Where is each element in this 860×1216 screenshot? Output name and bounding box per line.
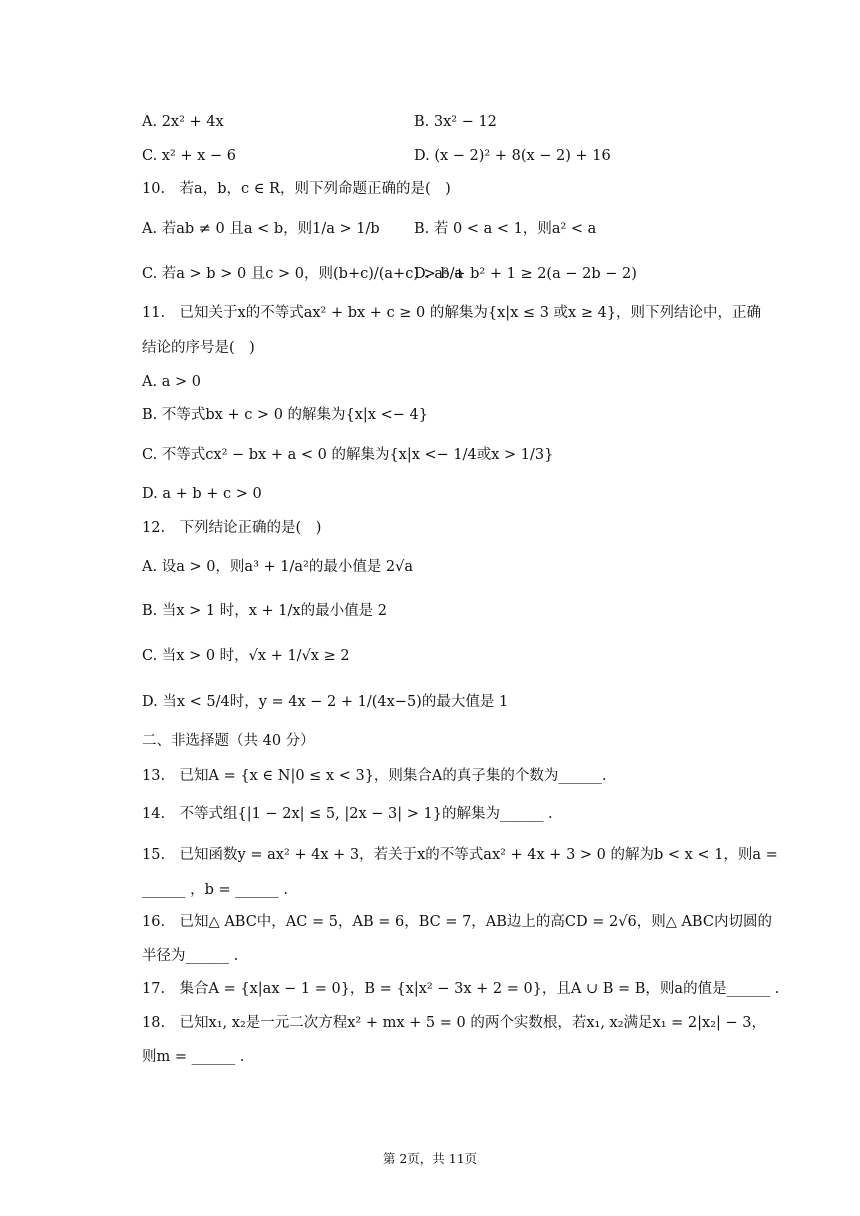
q13-text: 13. 已知A = {x ∈ N|0 ≤ x < 3}，则集合A的真子集的个数为______. xyxy=(142,768,607,784)
q9-option-c: C. x² + x − 6 xyxy=(142,148,236,164)
q9-option-a: A. 2x² + 4x xyxy=(142,114,224,130)
q18-line2: 则m = ______ . xyxy=(142,1049,245,1065)
q15-line2: ______ ，b = ______ . xyxy=(142,882,288,898)
q12-option-b: B. 当x > 1 时，x + 1/x的最小值是 2 xyxy=(142,603,387,619)
q16-line1: 16. 已知△ ABC中，AC = 5，AB = 6，BC = 7，AB边上的高CD = 2√6，则△ ABC内切圆的 xyxy=(142,914,772,930)
q12-stem: 12. 下列结论正确的是( ) xyxy=(142,520,322,536)
q17-text: 17. 集合A = {x|ax − 1 = 0}，B = {x|x² − 3x + 2 = 0}，且A ∪ B = B，则a的值是______ . xyxy=(142,981,780,997)
q10-option-a: A. 若ab ≠ 0 且a < b，则1/a > 1/b xyxy=(142,221,380,237)
q11-option-a: A. a > 0 xyxy=(142,374,201,390)
q12-option-a: A. 设a > 0，则a³ + 1/a²的最小值是 2√a xyxy=(142,559,414,575)
q9-option-d: D. (x − 2)² + 8(x − 2) + 16 xyxy=(414,148,611,164)
q10-option-d: D. a² + b² + 1 ≥ 2(a − 2b − 2) xyxy=(414,266,637,282)
q11-option-c: C. 不等式cx² − bx + a < 0 的解集为{x|x <− 1/4或x > 1/3} xyxy=(142,447,554,463)
q12-option-c: C. 当x > 0 时，√x + 1/√x ≥ 2 xyxy=(142,648,350,664)
q18-line1: 18. 已知x₁, x₂是一元二次方程x² + mx + 5 = 0 的两个实数根，若x₁, x₂满足x₁ = 2|x₂| − 3， xyxy=(142,1015,766,1031)
q10-option-c: C. 若a > b > 0 且c > 0，则(b+c)/(a+c) > b/a xyxy=(142,266,464,282)
q11-stem-line1: 11. 已知关于x的不等式ax² + bx + c ≥ 0 的解集为{x|x ≤ 3 或x ≥ 4}，则下列结论中，正确 xyxy=(142,305,762,321)
page-footer: 第 2页，共 11页 xyxy=(382,1151,478,1166)
q11-option-b: B. 不等式bx + c > 0 的解集为{x|x <− 4} xyxy=(142,407,428,423)
q15-line1: 15. 已知函数y = ax² + 4x + 3，若关于x的不等式ax² + 4x + 3 > 0 的解为b < x < 1，则a = xyxy=(142,847,778,863)
q12-option-d: D. 当x < 5/4时，y = 4x − 2 + 1/(4x−5)的最大值是 1 xyxy=(142,694,509,710)
section-title: 二、非选择题（共 40 分） xyxy=(142,733,315,749)
q10-stem: 10. 若a，b，c ∈ R，则下列命题正确的是( ) xyxy=(142,181,451,197)
q16-line2: 半径为______ . xyxy=(142,948,239,964)
q10-option-b: B. 若 0 < a < 1，则a² < a xyxy=(414,221,597,237)
q9-option-b: B. 3x² − 12 xyxy=(414,114,497,130)
q11-stem-line2: 结论的序号是( ) xyxy=(142,340,255,356)
q11-option-d: D. a + b + c > 0 xyxy=(142,486,262,502)
q14-text: 14. 不等式组{|1 − 2x| ≤ 5, |2x − 3| > 1}的解集为______ . xyxy=(142,806,553,822)
